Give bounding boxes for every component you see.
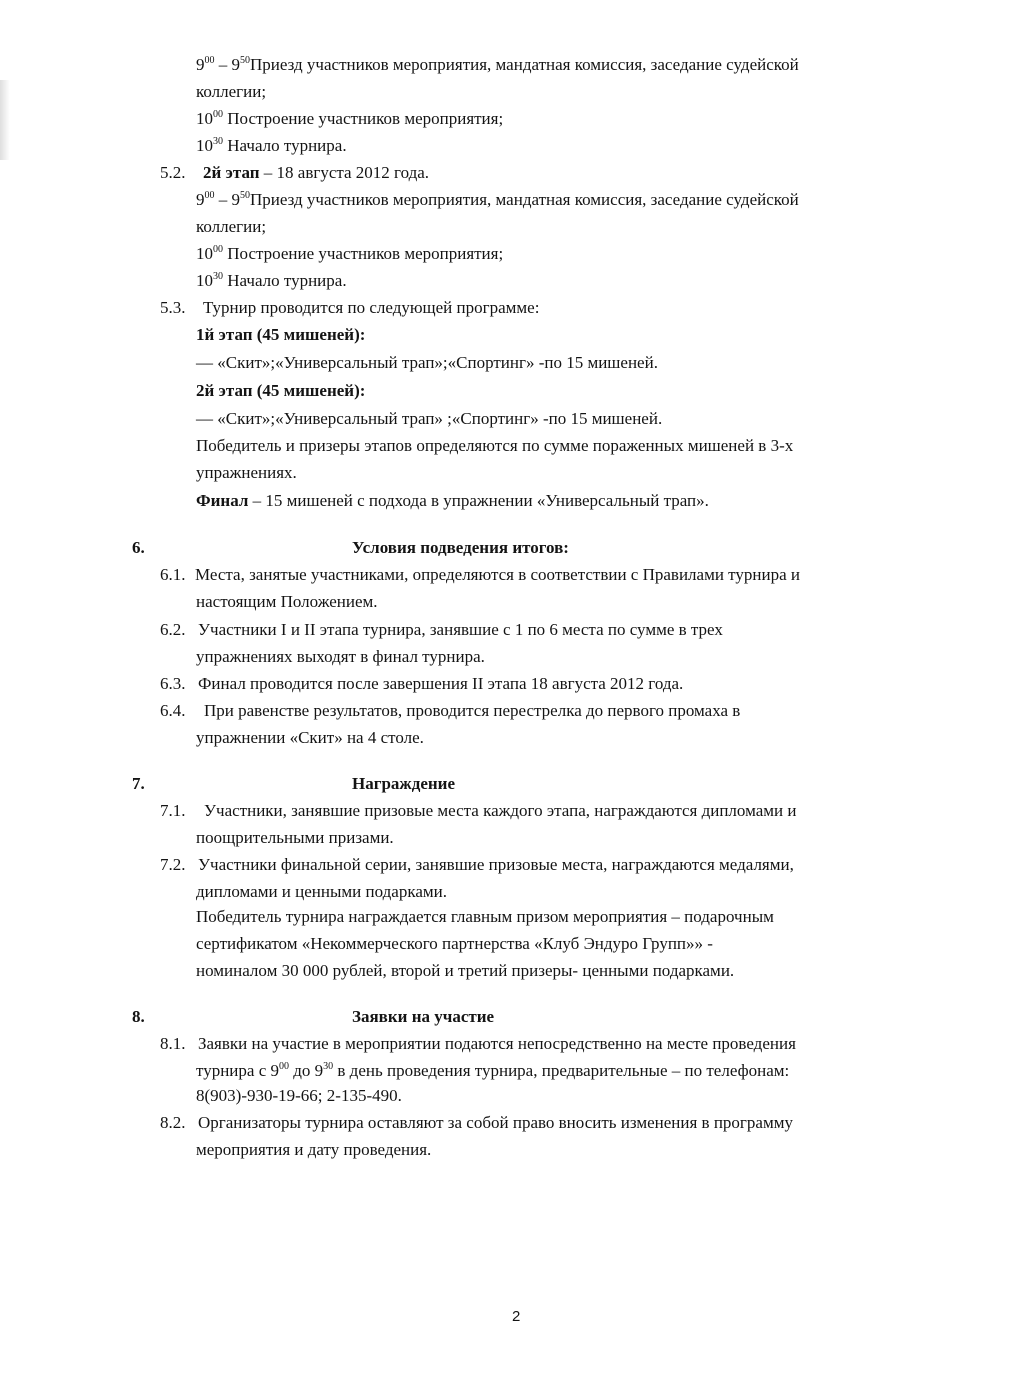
item-text-cont: мероприятия и дату проведения. <box>196 1140 432 1159</box>
item-text-cont: настоящим Положением. <box>196 592 378 611</box>
schedule-line: $10^{30}$ Начало турнира. <box>196 271 347 290</box>
item-number: 8.1. <box>160 1034 186 1053</box>
section-number: 6. <box>132 538 145 557</box>
item-text-cont: турнира с $9^{00}$ до $9^{30}$ в день проведения турнира, предварительные – по телефонам: <box>196 1061 790 1080</box>
section-title: Заявки на участие <box>352 1007 495 1026</box>
item-text-cont: поощрительными призами. <box>196 828 394 847</box>
section-title: Условия подведения итогов: <box>352 538 569 557</box>
item-number: 7.2. <box>160 855 186 874</box>
item-number: 6.3. <box>160 674 186 693</box>
item-text-cont: дипломами и ценными подарками. <box>196 882 447 901</box>
section-number: 8. <box>132 1007 145 1026</box>
item-text: Финал проводится после завершения II этапа 18 августа 2012 года. <box>198 674 684 693</box>
stage-title: 2й этап (45 мишеней): <box>196 381 366 400</box>
item-number: 6.4. <box>160 701 186 720</box>
stage-text: — «Скит»;«Универсальный трап» ;«Спортинг» -по 15 мишеней. <box>196 409 663 428</box>
item-text: Участники финальной серии, занявшие призовые места, награждаются медалями, <box>198 855 794 874</box>
paragraph-line: номиналом 30 000 рублей, второй и третий призеры- ценными подарками. <box>196 961 735 980</box>
stage-text: — «Скит»;«Универсальный трап»;«Спортинг» -по 15 мишеней. <box>196 353 658 372</box>
item-text: Участники, занявшие призовые места каждого этапа, награждаются дипломами и <box>204 801 797 820</box>
paragraph-line: Победитель и призеры этапов определяются по сумме пораженных мишеней в 3-х <box>196 436 794 455</box>
item-number: 6.1. <box>160 565 186 584</box>
schedule-line: $9^{00}$ – $9^{50}Приезд$ участников мероприятия, мандатная комиссия, заседание судейской <box>196 55 799 74</box>
stage-title: 1й этап (45 мишеней): <box>196 325 366 344</box>
item-text: Организаторы турнира оставляют за собой право вносить изменения в программу <box>198 1113 793 1132</box>
item-text-cont: упражнениях выходят в финал турнира. <box>196 647 485 666</box>
final-line: Финал – 15 мишеней с подхода в упражнении «Универсальный трап». <box>196 491 709 510</box>
item-text-cont: 8(903)-930-19-66; 2-135-490. <box>196 1086 402 1105</box>
section-title: Награждение <box>352 774 456 793</box>
schedule-line-cont: коллегии; <box>196 82 267 101</box>
schedule-line: $10^{30}$ Начало турнира. <box>196 136 347 155</box>
item-number: 8.2. <box>160 1113 186 1132</box>
item-number: 5.3. <box>160 298 186 317</box>
schedule-line: $10^{00}$ Построение участников мероприятия; <box>196 244 504 263</box>
schedule-line: $10^{00}$ Построение участников мероприятия; <box>196 109 504 128</box>
item-number: 5.2. <box>160 163 186 182</box>
paragraph-line: Победитель турнира награждается главным призом мероприятия – подарочным <box>196 907 774 926</box>
item-text: Заявки на участие в мероприятии подаются непосредственно на месте проведения <box>198 1034 796 1053</box>
item-text: 2й этап – 18 августа 2012 года. <box>203 163 430 182</box>
item-text: Турнир проводится по следующей программе: <box>203 298 540 317</box>
page-number: 2 <box>512 1308 521 1325</box>
paragraph-line: сертификатом «Некоммерческого партнерства «Клуб Эндуро Групп»» - <box>196 934 713 953</box>
paragraph-line: упражнениях. <box>196 463 297 482</box>
item-text: Участники I и II этапа турнира, занявшие с 1 по 6 места по сумме в трех <box>198 620 723 639</box>
scan-shadow <box>0 80 10 160</box>
item-text: Места, занятые участниками, определяются в соответствии с Правилами турнира и <box>195 565 800 584</box>
item-number: 6.2. <box>160 620 186 639</box>
item-text-cont: упражнении «Скит» на 4 столе. <box>196 728 424 747</box>
item-number: 7.1. <box>160 801 186 820</box>
section-number: 7. <box>132 774 145 793</box>
item-text: При равенстве результатов, проводится перестрелка до первого промаха в <box>204 701 741 720</box>
schedule-line: $9^{00}$ – $9^{50}Приезд$ участников мероприятия, мандатная комиссия, заседание судейской <box>196 190 799 209</box>
schedule-line-cont: коллегии; <box>196 217 267 236</box>
